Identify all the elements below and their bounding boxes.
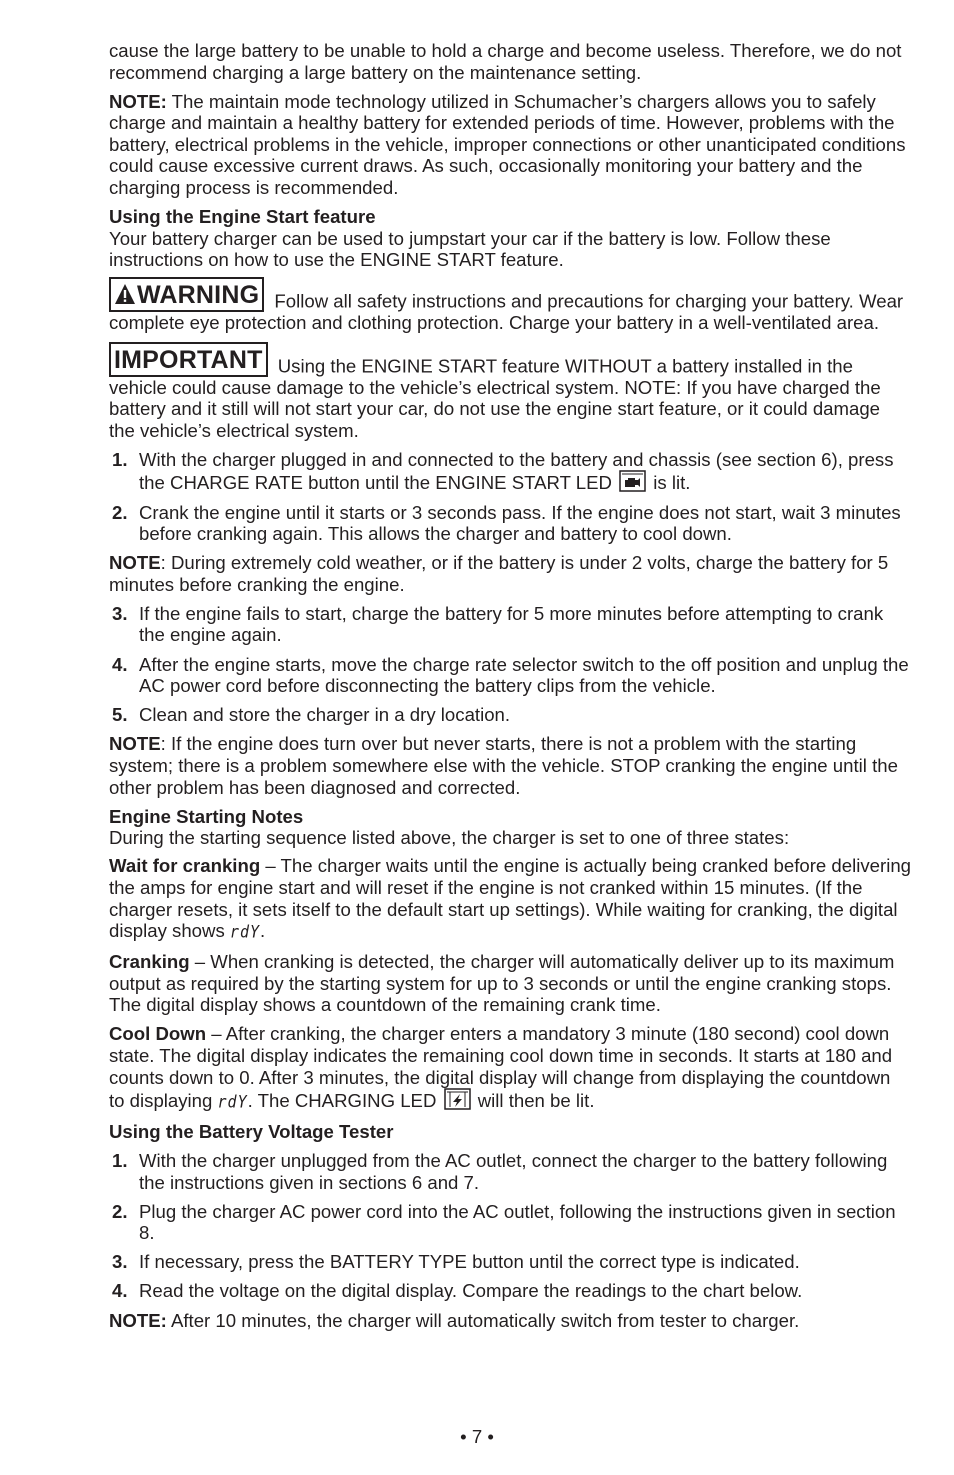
step-text: After the engine starts, move the charge rate selector switch to the off position and unplug the AC power cord before disconnecting the battery clips from the vehicle.: [139, 653, 909, 697]
step-number: 2.: [112, 501, 128, 523]
intro-paragraph: cause the large battery to be unable to hold a charge and become useless. Therefore, we do not recommend charging a large battery on the maintenance setting.: [109, 40, 902, 83]
step-text: Plug the charger AC power cord into the AC outlet, following the instructions given in section 8.: [139, 1200, 896, 1244]
step-text: If necessary, press the BATTERY TYPE button until the correct type is indicated.: [139, 1251, 800, 1273]
step-text: With the charger unplugged from the AC outlet, connect the charger to the battery following the instructions given in sections 6 and 7.: [139, 1149, 888, 1193]
step-text: Read the voltage on the digital display. Compare the readings to the chart below.: [139, 1280, 803, 1302]
list-item: [109, 1251, 911, 1273]
note-text: The maintain mode technology utilized in Schumacher’s chargers allows you to safely charge and maintain a healthy battery for extended periods of time. However, problems with the battery, electrical problems in the vehicle, improper connections or other unanticipated conditions could cause excessive current draws. As such, occasionally monitoring your battery and the charging process is recommended.: [109, 90, 906, 199]
page-number: • 7 •: [460, 1426, 494, 1447]
state-text-end: will then be lit.: [472, 1090, 595, 1112]
engine-start-steps-b: [109, 603, 911, 726]
state-label: Cranking: [109, 951, 190, 973]
list-item: [109, 1280, 911, 1302]
note-cold-weather: [109, 552, 911, 595]
step-number: 4.: [112, 653, 128, 675]
step-number: 1.: [112, 448, 128, 470]
note-maintain-mode: [109, 91, 911, 199]
important-paragraph: [109, 342, 911, 442]
state-text: – When cranking is detected, the charger will automatically deliver up to its maximum output as required by the starting system for up to 3 seconds or until the engine cranking stops. The digital display shows a countdown of the remaining crank time.: [109, 951, 895, 1016]
state-text-end: .: [260, 920, 266, 942]
important-badge: IMPORTANT: [109, 342, 268, 377]
engine-start-section: [109, 206, 911, 271]
state-label: Cool Down: [109, 1023, 207, 1045]
note-no-start: [109, 733, 911, 798]
warning-badge: [109, 277, 264, 312]
step-number: 3.: [112, 602, 128, 624]
step-number: 2.: [112, 1200, 128, 1222]
display-code: rdY: [229, 922, 261, 942]
step-number: 4.: [112, 1280, 128, 1302]
warning-paragraph: [109, 277, 911, 334]
list-item: [109, 1201, 911, 1244]
cranking-paragraph: [109, 951, 911, 1016]
cool-down-paragraph: [109, 1023, 911, 1113]
engine-start-intro: Your battery charger can be used to jumpstart your car if the battery is low. Follow these instructions on how to use the ENGINE START feature.: [109, 227, 831, 271]
engine-start-heading: Using the Engine Start feature: [109, 206, 376, 228]
list-item: [109, 1150, 911, 1193]
wait-for-cranking-paragraph: [109, 855, 911, 943]
list-item: [109, 449, 911, 494]
warning-triangle-icon: [114, 283, 136, 305]
list-item: [109, 704, 911, 726]
list-item: [109, 502, 911, 545]
note-label: NOTE:: [109, 1309, 167, 1331]
note-tester-timeout: [109, 1310, 911, 1332]
step-number: 3.: [112, 1251, 128, 1273]
state-text: – After cranking, the charger enters a mandatory 3 minute (180 second) cool down state. The digital display indicates the remaining cool down time in seconds. It starts at 180 and counts down to 0. After 3 minutes, the digital display will change from displaying the countdown to displaying: [109, 1023, 893, 1112]
step-text: If the engine fails to start, charge the battery for 5 more minutes before attempting to crank the engine again.: [139, 602, 884, 646]
voltage-tester-steps: [109, 1150, 911, 1302]
step-number: 1.: [112, 1149, 128, 1171]
starting-notes-heading: Engine Starting Notes: [109, 805, 304, 827]
note-label: NOTE: [109, 552, 161, 574]
list-item: [109, 603, 911, 646]
state-text: – The charger waits until the engine is actually being cranked before delivering the amps for engine start and will reset if the engine is not cranked within 15 minutes. (If the charger resets, it sets itself to the default start up settings). While waiting for cranking, the digital display shows: [109, 855, 912, 942]
note-text: : During extremely cold weather, or if the battery is under 2 volts, charge the battery for 5 minutes before cranking the engine.: [109, 552, 889, 595]
state-label: Wait for cranking: [109, 855, 261, 877]
charging-led-icon: [444, 1088, 471, 1110]
engine-start-led-icon: [619, 470, 646, 492]
note-text: After 10 minutes, the charger will automatically switch from tester to charger.: [166, 1309, 800, 1331]
step-number: 5.: [112, 704, 128, 726]
voltage-tester-heading: Using the Battery Voltage Tester: [109, 1121, 394, 1143]
engine-start-steps-a: [109, 449, 911, 545]
state-text-middle: . The CHARGING LED: [247, 1090, 442, 1112]
note-label: NOTE: [109, 733, 161, 755]
starting-notes-intro: During the starting sequence listed above, the charger is set to one of three states:: [109, 827, 790, 849]
list-item: [109, 654, 911, 697]
starting-notes-section: [109, 806, 911, 849]
step-text: Clean and store the charger in a dry location.: [139, 704, 511, 726]
warning-badge-label: WARNING: [137, 281, 260, 310]
page-content: [109, 40, 911, 1339]
warning-text: Follow all safety instructions and precautions for charging your battery. Wear complete eye protection and clothing protection. Charge your battery in a well-ventilated area.: [109, 290, 904, 334]
display-code: rdY: [217, 1092, 248, 1113]
important-text: Using the ENGINE START feature WITHOUT a battery installed in the vehicle could cause damage to the vehicle’s electrical system. NOTE: If you have charged the battery and it still will not start your car, do not use the engine start feature, or it could damage the vehicle’s electrical system.: [109, 354, 881, 441]
step-text: With the charger plugged in and connected to the battery and chassis (see section 6), press the CHARGE RATE button until the ENGINE START LED: [139, 448, 894, 494]
step-text-end: is lit.: [648, 472, 691, 494]
voltage-tester-section: [109, 1121, 911, 1143]
note-label: NOTE:: [109, 90, 167, 112]
step-text: Crank the engine until it starts or 3 seconds pass. If the engine does not start, wait 3 minutes before cranking again. This allows the charger and battery to cool down.: [139, 501, 901, 545]
note-text: : If the engine does turn over but never starts, there is not a problem with the starting system; there is a problem somewhere else with the vehicle. STOP cranking the engine until the other problem has been diagnosed and corrected.: [109, 733, 898, 798]
